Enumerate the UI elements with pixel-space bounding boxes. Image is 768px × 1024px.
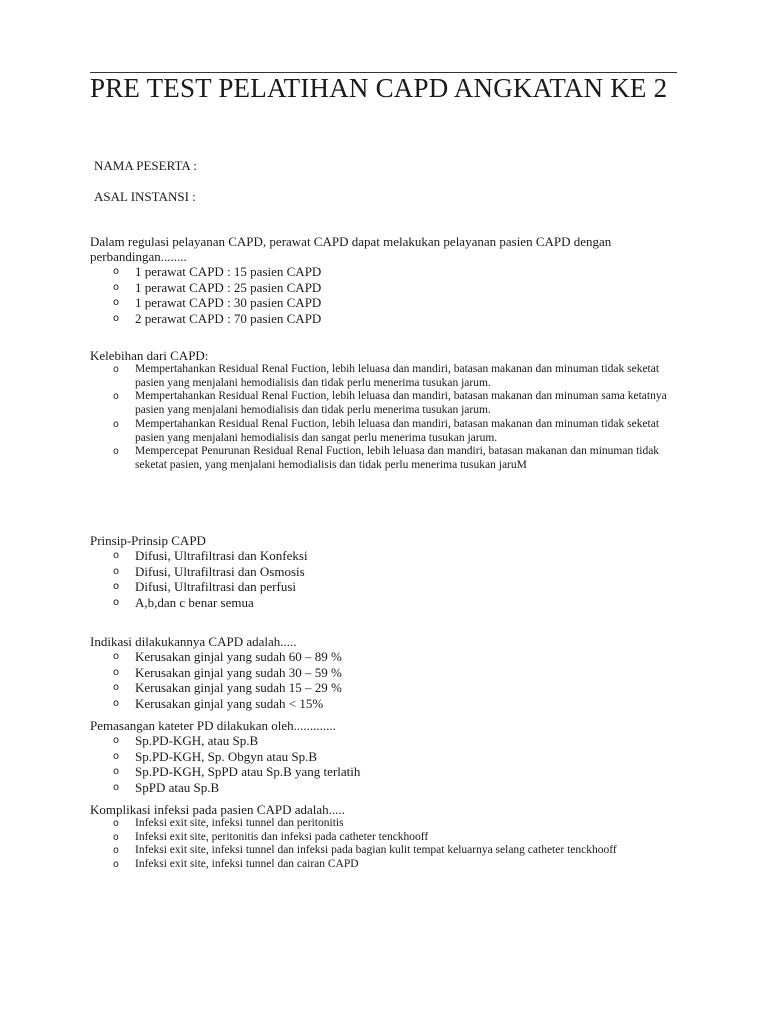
participant-name-label: NAMA PESERTA : <box>94 158 197 173</box>
question-5 <box>90 718 675 795</box>
circle-bullet-icon: o <box>113 312 120 324</box>
option-text: 1 perawat CAPD : 25 pasien CAPD <box>135 279 322 295</box>
option-item[interactable] <box>90 363 675 390</box>
option-text: Difusi, Ultrafiltrasi dan Konfeksi <box>135 548 308 563</box>
institution-label: ASAL INSTANSI : <box>94 189 196 204</box>
option-text: Infeksi exit site, peritonitis dan infeksi pada catheter tenckhooff <box>135 830 429 843</box>
circle-bullet-icon: o <box>113 446 119 458</box>
option-item[interactable] <box>90 390 675 417</box>
circle-bullet-icon: o <box>113 596 120 608</box>
question-text: Kelebihan dari CAPD: <box>90 348 209 363</box>
question-4 <box>90 634 675 711</box>
option-text: Sp.PD-KGH, atau Sp.B <box>135 733 259 748</box>
option-item[interactable] <box>90 844 675 858</box>
option-text: 1 perawat CAPD : 30 pasien CAPD <box>135 295 322 311</box>
circle-bullet-icon: o <box>113 364 119 375</box>
question-text: Prinsip-Prinsip CAPD <box>90 533 206 548</box>
option-text: Infeksi exit site, infeksi tunnel dan infeksi pada bagian kulit tempat keluarnya selang catheter tenckhooff <box>135 844 617 857</box>
circle-bullet-icon: o <box>113 735 120 746</box>
option-text: Mempertahankan Residual Renal Fuction, lebih leluasa dan mandiri, batasan makanan dan minuman tidak seketat pasien yang menjalani hemodialisis dan tidak perlu menerima tusukan jarum. <box>135 363 660 389</box>
question-2 <box>90 348 675 473</box>
option-item[interactable] <box>90 817 675 831</box>
option-item[interactable] <box>90 595 675 611</box>
option-item[interactable] <box>90 649 675 665</box>
option-item[interactable] <box>90 418 675 445</box>
circle-bullet-icon: o <box>113 666 120 678</box>
circle-bullet-icon: o <box>113 781 120 793</box>
option-text: Mempercepat Penurunan Residual Renal Fuction, lebih leluasa dan mandiri, batasan makanan dan minuman tidak seketat pasien, yang menjalani hemodialisis dan tidak perlu menerima tusukan jaruM <box>135 445 660 471</box>
option-item[interactable] <box>90 749 675 765</box>
circle-bullet-icon: o <box>113 297 120 309</box>
option-text: Kerusakan ginjal yang sudah 15 – 29 % <box>135 680 342 696</box>
option-list <box>90 548 675 610</box>
circle-bullet-icon: o <box>113 831 119 843</box>
option-item[interactable] <box>90 780 675 796</box>
circle-bullet-icon: o <box>113 697 120 709</box>
circle-bullet-icon: o <box>113 845 119 857</box>
option-text: Kerusakan ginjal yang sudah 60 – 89 % <box>135 649 342 664</box>
option-item[interactable] <box>90 696 675 712</box>
option-text: Difusi, Ultrafiltrasi dan perfusi <box>135 579 297 595</box>
option-item[interactable] <box>90 665 675 681</box>
option-text: Sp.PD-KGH, SpPD atau Sp.B yang terlatih <box>135 764 361 780</box>
circle-bullet-icon: o <box>113 266 120 277</box>
option-text: 1 perawat CAPD : 15 pasien CAPD <box>135 264 322 279</box>
circle-bullet-icon: o <box>113 565 120 577</box>
option-list <box>90 733 675 795</box>
option-item[interactable] <box>90 548 675 564</box>
option-text: Mempertahankan Residual Renal Fuction, lebih leluasa dan mandiri, batasan makanan dan minuman tidak seketat pasien yang menjalani hemodialisis dan sangat perlu menerima tusukan jarum. <box>135 417 660 444</box>
question-text: Indikasi dilakukannya CAPD adalah..... <box>90 634 297 649</box>
option-item[interactable] <box>90 733 675 749</box>
question-3 <box>90 533 675 610</box>
option-item[interactable] <box>90 831 675 845</box>
option-item[interactable] <box>90 858 675 872</box>
circle-bullet-icon: o <box>113 750 120 762</box>
option-item[interactable] <box>90 295 675 311</box>
option-text: Infeksi exit site, infeksi tunnel dan cairan CAPD <box>135 858 359 871</box>
option-item[interactable] <box>90 680 675 696</box>
circle-bullet-icon: o <box>113 766 120 778</box>
option-text: A,b,dan c benar semua <box>135 594 254 610</box>
option-list <box>90 264 675 326</box>
option-item[interactable] <box>90 264 675 280</box>
circle-bullet-icon: o <box>113 391 119 403</box>
question-text: Pemasangan kateter PD dilakukan oleh............. <box>90 718 336 733</box>
question-1 <box>90 234 675 326</box>
question-6 <box>90 802 675 872</box>
circle-bullet-icon: o <box>113 581 120 593</box>
option-list <box>90 363 675 473</box>
option-text: Difusi, Ultrafiltrasi dan Osmosis <box>135 563 305 579</box>
circle-bullet-icon: o <box>113 859 119 871</box>
option-list <box>90 649 675 711</box>
option-item[interactable] <box>90 311 675 327</box>
option-item[interactable] <box>90 280 675 296</box>
circle-bullet-icon: o <box>113 651 120 662</box>
option-item[interactable] <box>90 564 675 580</box>
option-text: Sp.PD-KGH, Sp. Obgyn atau Sp.B <box>135 748 318 764</box>
question-text: Dalam regulasi pelayanan CAPD, perawat CAPD dapat melakukan pelayanan pasien CAPD dengan perbandingan........ <box>90 234 612 264</box>
option-item[interactable] <box>90 764 675 780</box>
circle-bullet-icon: o <box>113 818 119 829</box>
question-text: Komplikasi infeksi pada pasien CAPD adalah..... <box>90 802 345 817</box>
option-text: 2 perawat CAPD : 70 pasien CAPD <box>135 310 322 326</box>
option-text: Kerusakan ginjal yang sudah 30 – 59 % <box>135 664 342 680</box>
circle-bullet-icon: o <box>113 682 120 694</box>
option-text: Kerusakan ginjal yang sudah < 15% <box>135 695 324 711</box>
option-text: Mempertahankan Residual Renal Fuction, lebih leluasa dan mandiri, batasan makanan dan minuman sama ketatnya pasien yang menjalani hemodialisis dan tidak perlu menerima tusukan jarum. <box>135 390 667 417</box>
option-list <box>90 817 675 872</box>
option-item[interactable] <box>90 579 675 595</box>
document-title: PRE TEST PELATIHAN CAPD ANGKATAN KE 2 <box>90 73 668 103</box>
circle-bullet-icon: o <box>113 418 119 430</box>
circle-bullet-icon: o <box>113 550 120 561</box>
circle-bullet-icon: o <box>113 281 120 293</box>
option-text: SpPD atau Sp.B <box>135 779 220 795</box>
option-item[interactable] <box>90 445 675 472</box>
option-text: Infeksi exit site, infeksi tunnel dan peritonitis <box>135 817 344 829</box>
